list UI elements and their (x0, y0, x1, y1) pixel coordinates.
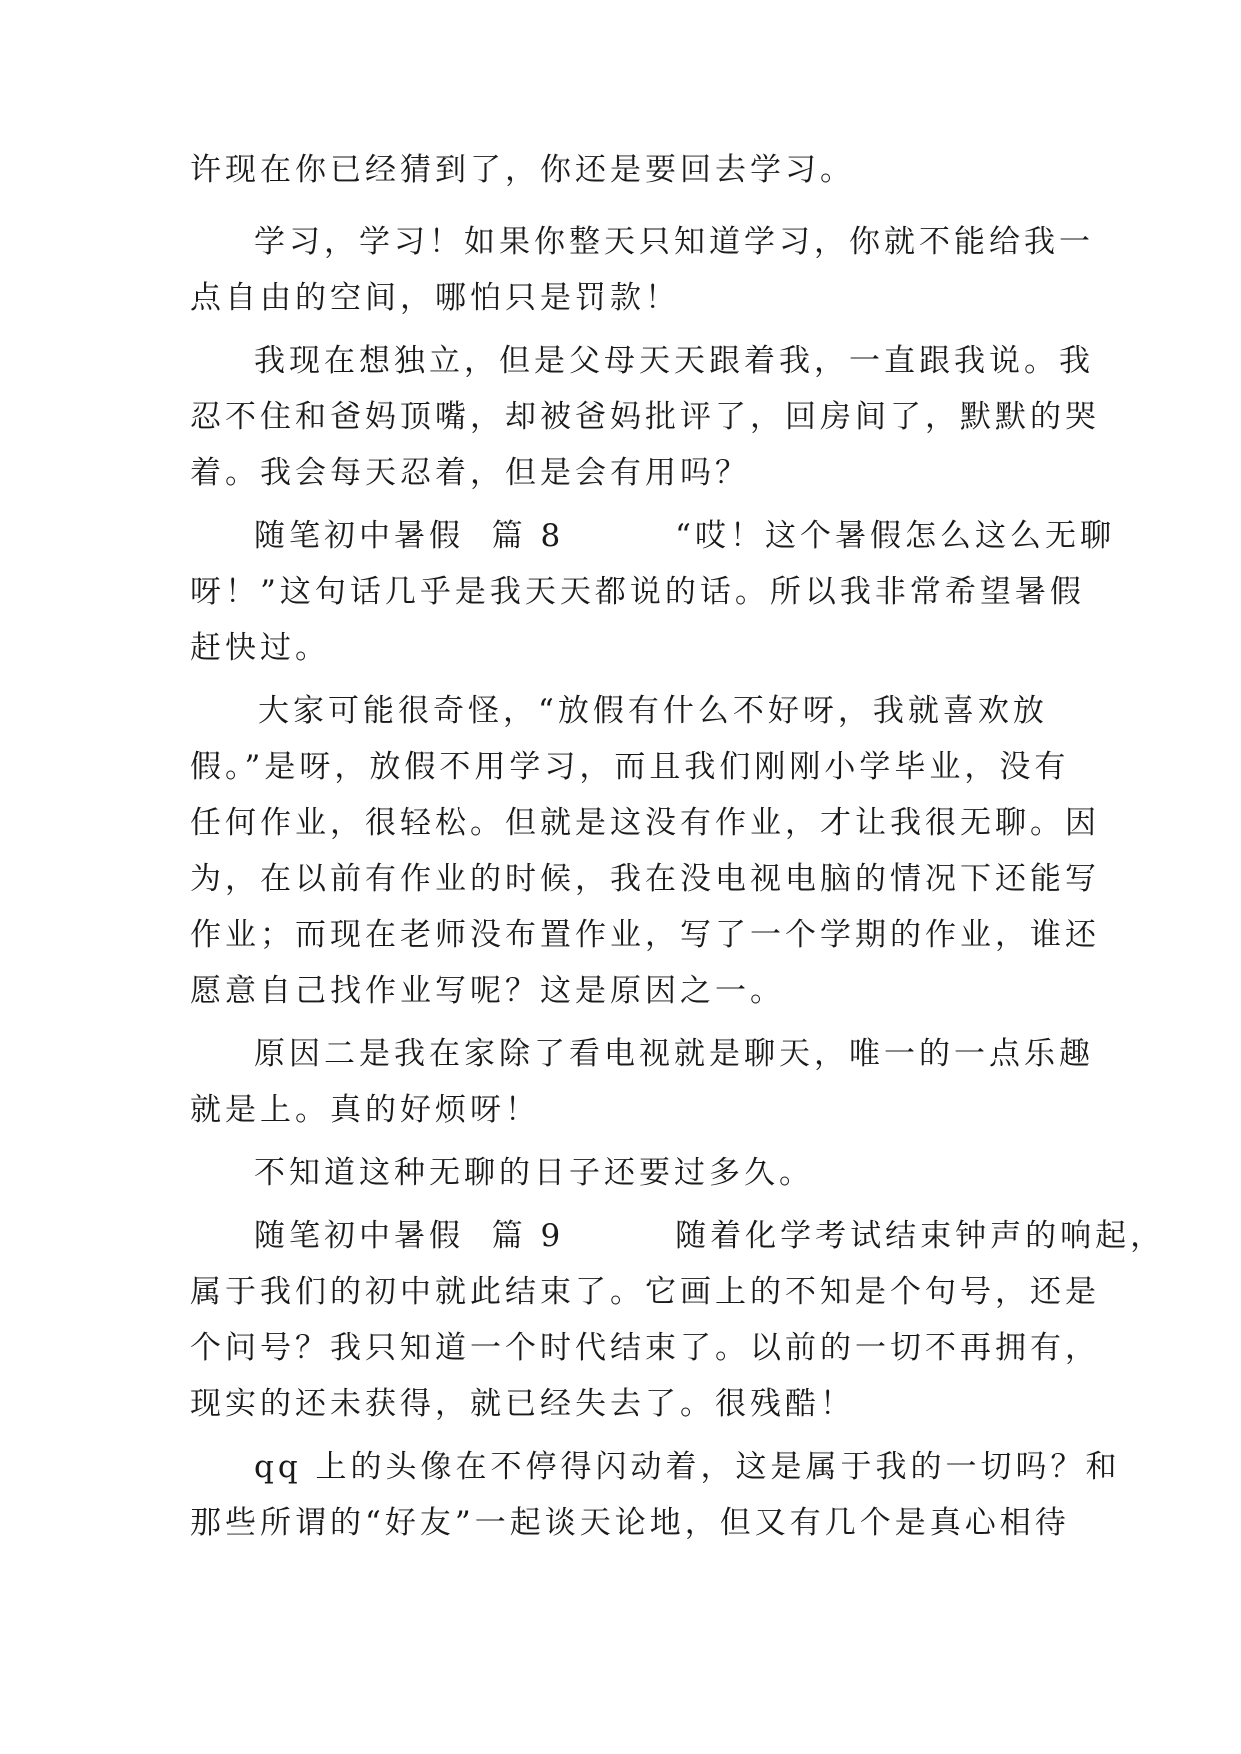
text-line: 个问号？我只知道一个时代结束了。以前的一切不再拥有， (190, 1330, 1100, 1366)
text-line: 就是上。真的好烦呀！ (190, 1092, 540, 1128)
text-line: 现实的还未获得，就已经失去了。很残酷！ (190, 1386, 855, 1422)
text-line: 不知道这种无聊的日子还要过多久。 (254, 1155, 814, 1191)
text-line: 赶快过。 (190, 630, 330, 666)
text-line: 忍不住和爸妈顶嘴，却被爸妈批评了，回房间了，默默的哭 (190, 399, 1100, 435)
text-line: 呀！”这句话几乎是我天天都说的话。所以我非常希望暑假 (190, 574, 1085, 610)
text-line: 假。”是呀，放假不用学习，而且我们刚刚小学毕业，没有 (190, 749, 1070, 785)
text-line: qq 上的头像在不停得闪动着，这是属于我的一切吗？和 (254, 1449, 1121, 1485)
text-line: 学习，学习！如果你整天只知道学习，你就不能给我一 (254, 224, 1094, 260)
text-line: 任何作业，很轻松。但就是这没有作业，才让我很无聊。因 (190, 805, 1100, 841)
text-line: 大家可能很奇怪，“放假有什么不好呀，我就喜欢放 (258, 693, 1048, 729)
text-line: 着。我会每天忍着，但是会有用吗？ (190, 455, 750, 491)
text-line: 我现在想独立，但是父母天天跟着我，一直跟我说。我 (254, 343, 1094, 379)
text-line: 点自由的空间，哪怕只是罚款！ (190, 280, 680, 316)
text-line: 愿意自己找作业写呢？这是原因之一。 (190, 973, 785, 1009)
section-heading-line: 随笔初中暑假 篇 8 “哎！这个暑假怎么这么无聊 (254, 518, 1115, 554)
text-line: 原因二是我在家除了看电视就是聊天，唯一的一点乐趣 (254, 1036, 1094, 1072)
text-line: 属于我们的初中就此结束了。它画上的不知是个句号，还是 (190, 1274, 1100, 1310)
section-heading-line: 随笔初中暑假 篇 9 随着化学考试结束钟声的响起， (254, 1218, 1166, 1254)
text-line: 那些所谓的“好友”一起谈天论地，但又有几个是真心相待 (190, 1505, 1070, 1541)
text-line: 为，在以前有作业的时候，我在没电视电脑的情况下还能写 (190, 861, 1100, 897)
text-line: 许现在你已经猜到了，你还是要回去学习。 (190, 152, 855, 188)
text-line: 作业；而现在老师没布置作业，写了一个学期的作业，谁还 (190, 917, 1100, 953)
